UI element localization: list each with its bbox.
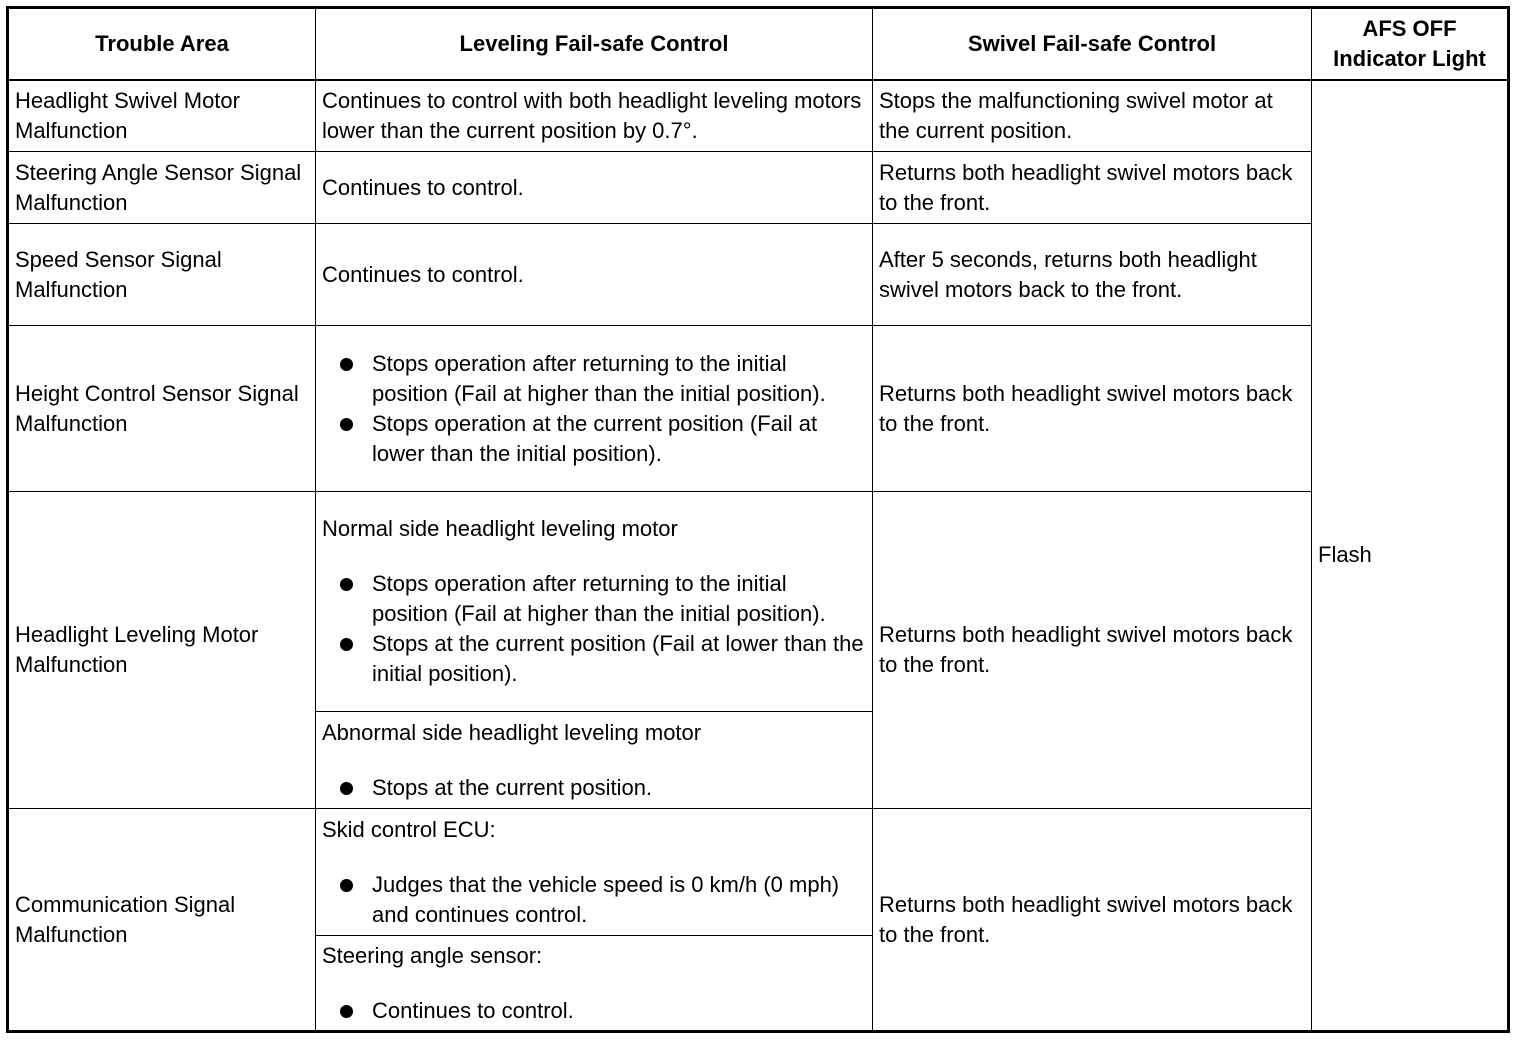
skid-control-lead: Skid control ECU: [322,816,496,842]
bullet-list [322,773,866,803]
bullet-item: Judges that the vehicle speed is 0 km/h (0 mph) and continues control. [322,870,866,930]
bullet-list [322,996,866,1026]
header-row [8,8,1509,80]
header-swivel: Swivel Fail-safe Control [873,8,1312,80]
table-row [8,326,1509,492]
abnormal-side-lead: Abnormal side headlight leveling motor [322,719,702,745]
table-row [8,80,1509,152]
swivel-cell: Stops the malfunctioning swivel motor at the current position. [873,80,1312,152]
bullet-item: Stops operation at the current position (Fail at lower than the initial position). [322,409,866,469]
bullet-item: Continues to control. [322,996,866,1026]
bullet-list [322,569,866,689]
swivel-cell: Returns both headlight swivel motors back to the front. [873,326,1312,492]
trouble-area-cell: Height Control Sensor Signal Malfunction [8,326,316,492]
swivel-cell: After 5 seconds, returns both headlight swivel motors back to the front. [873,224,1312,326]
bullet-item: Stops at the current position. [322,773,866,803]
swivel-cell: Returns both headlight swivel motors back to the front. [873,152,1312,224]
trouble-area-cell: Headlight Leveling Motor Malfunction [8,492,316,809]
swivel-cell: Returns both headlight swivel motors back to the front. [873,809,1312,1032]
fail-safe-table [6,6,1510,1033]
leveling-cell [316,326,873,492]
header-afs-line2: Indicator Light [1333,45,1486,71]
table-row [8,492,1509,712]
table-row [8,152,1509,224]
bullet-list [322,870,866,930]
trouble-area-cell: Steering Angle Sensor Signal Malfunction [8,152,316,224]
swivel-cell: Returns both headlight swivel motors back to the front. [873,492,1312,809]
bullet-item: Stops operation after returning to the initial position (Fail at higher than the initial position). [322,569,866,629]
afs-indicator-cell: Flash [1312,80,1509,1032]
normal-side-lead: Normal side headlight leveling motor [322,516,678,541]
leveling-cell: Continues to control. [316,152,873,224]
trouble-area-cell: Communication Signal Malfunction [8,809,316,1032]
header-leveling: Leveling Fail-safe Control [316,8,873,80]
leveling-normal-cell [316,492,873,712]
steering-sensor-lead: Steering angle sensor: [322,942,543,968]
bullet-list [322,349,866,469]
bullet-item: Stops at the current position (Fail at lower than the initial position). [322,629,866,689]
leveling-cell: Continues to control with both headlight leveling motors lower than the current position by 0.7°. [316,80,873,152]
leveling-cell: Continues to control. [316,224,873,326]
leveling-skid-cell [316,809,873,936]
header-afs-line1: AFS OFF [1362,15,1457,41]
leveling-abnormal-cell [316,712,873,809]
table-row [8,224,1509,326]
bullet-item: Stops operation after returning to the initial position (Fail at higher than the initial position). [322,349,866,409]
header-trouble-area: Trouble Area [8,8,316,80]
trouble-area-cell: Speed Sensor Signal Malfunction [8,224,316,326]
trouble-area-cell: Headlight Swivel Motor Malfunction [8,80,316,152]
header-afs-indicator [1312,8,1509,80]
leveling-steering-cell [316,936,873,1032]
table-row [8,809,1509,936]
